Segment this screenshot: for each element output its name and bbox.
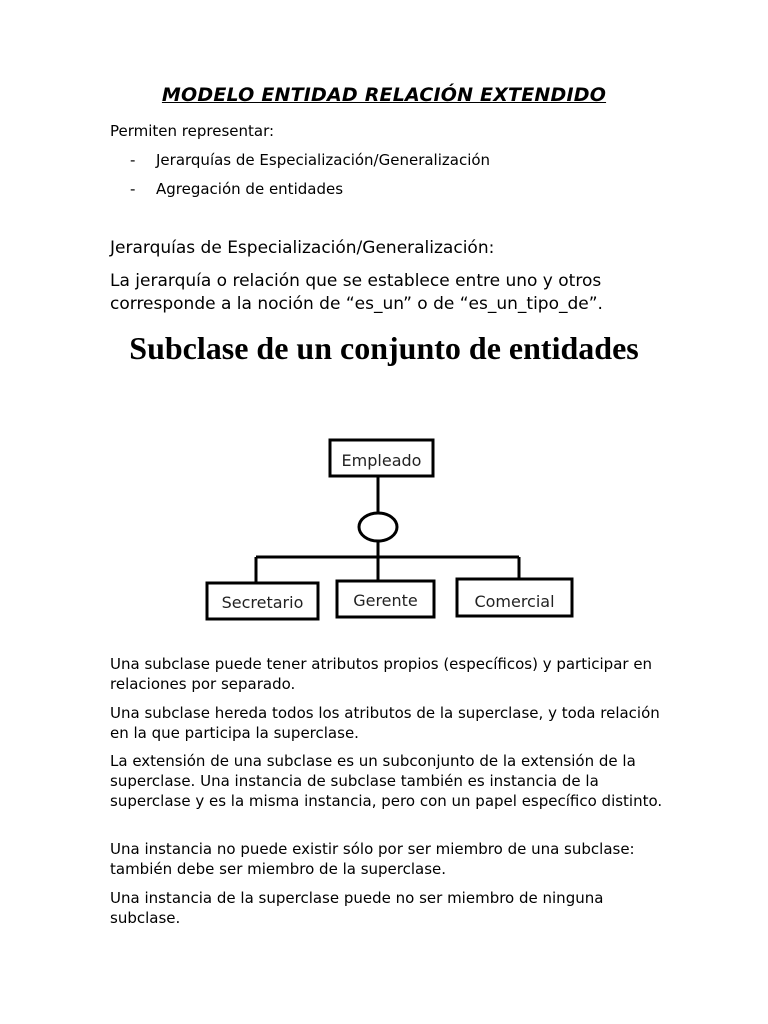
specialization-diagram <box>200 430 580 630</box>
body-paragraph: Una instancia no puede existir sólo por ser miembro de una subclase: también debe ser miembro de la superclase. <box>110 840 635 878</box>
isa-circle <box>359 513 397 541</box>
list-item-label: Jerarquías de Especialización/Generalización <box>156 151 491 169</box>
section-heading: Jerarquías de Especialización/Generalización: <box>110 238 495 258</box>
body-paragraph: La extensión de una subclase es un subconjunto de la extensión de la superclase. Una instancia de subclase también es instancia de la superclase y es la misma instancia, pero con un papel específico distinto. <box>110 752 663 810</box>
list-item-label: Agregación de entidades <box>156 180 344 198</box>
list-item <box>130 180 343 198</box>
entity-label-subclass: Gerente <box>353 591 418 610</box>
body-paragraph: Una subclase puede tener atributos propios (específicos) y participar en relaciones por separado. <box>110 655 653 693</box>
definition-text: La jerarquía o relación que se establece entre uno y otros corresponde a la noción de “es_un” o de “es_un_tipo_de”. <box>110 271 603 314</box>
entity-label-subclass: Secretario <box>221 593 304 612</box>
bullet-marker: - <box>130 151 136 169</box>
bullet-marker: - <box>130 180 136 198</box>
entity-label-superclass: Empleado <box>341 451 422 470</box>
entity-label-subclass: Comercial <box>474 592 555 611</box>
list-item <box>130 151 490 169</box>
intro-text: Permiten representar: <box>110 122 275 140</box>
body-paragraph: Una subclase hereda todos los atributos de la superclase, y toda relación en la que participa la superclase. <box>110 704 660 742</box>
body-paragraph: Una instancia de la superclase puede no ser miembro de ninguna subclase. <box>110 889 604 927</box>
figure-title: Subclase de un conjunto de entidades <box>129 330 639 366</box>
document-title: MODELO ENTIDAD RELACIÓN EXTENDIDO <box>161 84 607 106</box>
